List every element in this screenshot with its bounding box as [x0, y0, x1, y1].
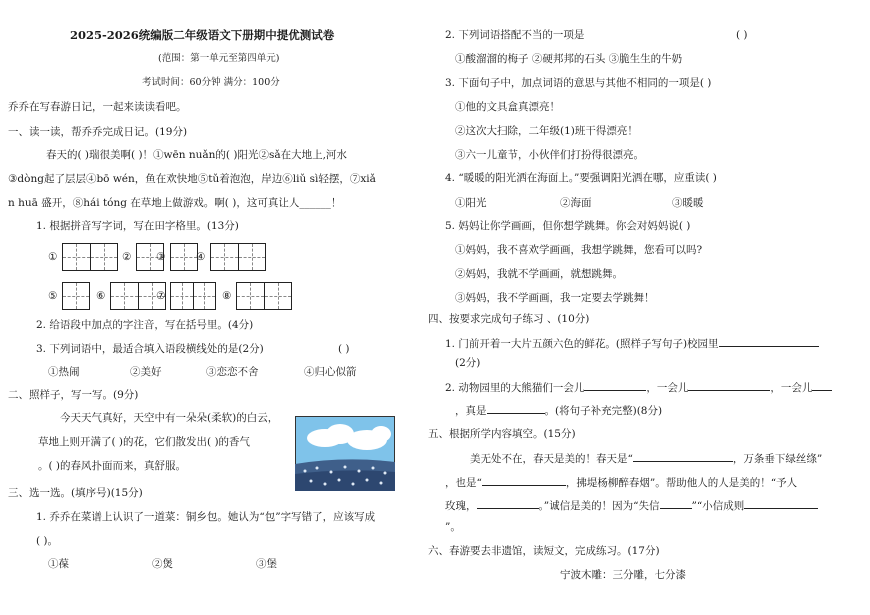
- passage-line-1: 春天的( )瑞很美啊( )！①wēn nuǎn的( )阳光②sǎ在大地上,河水: [46, 149, 347, 161]
- question-4-2-cont: [455, 403, 662, 418]
- passage-line-3: n huā 盛开，⑧hái tóng 在草地上做游戏。啊( )，这可真让人______！: [8, 197, 342, 209]
- question-4-2-text: 。(将句子补充完整)(8分): [544, 405, 663, 417]
- option[interactable]: ①阳光: [455, 197, 487, 209]
- question-3-4: 4. “暖暖的阳光洒在海面上。”要强调阳光洒在哪，应重读( ): [445, 172, 717, 184]
- fill-line-4: ”。: [445, 521, 461, 533]
- question-3-3: 3. 下面句子中，加点词语的意思与其他不相同的一项是( ): [445, 77, 712, 89]
- option[interactable]: ②这次大扫除，二年级(1)班干得漂亮！: [455, 125, 638, 137]
- question-4-2: [445, 380, 832, 395]
- fill-text: ，也是“: [445, 477, 482, 489]
- writing-grid-7[interactable]: [170, 282, 216, 310]
- imitation-line-1: 今天天气真好，天空中有一朵朵(柔软)的白云，: [60, 412, 279, 424]
- writing-grid-8[interactable]: [236, 282, 292, 310]
- imitation-line-2: 草地上则开满了( )的花，它们散发出( )的香气: [38, 436, 251, 448]
- writing-grid-3[interactable]: [170, 243, 198, 271]
- section-3-heading: 三、选一选。(填序号)(15分): [8, 487, 143, 499]
- option[interactable]: ③堡: [256, 558, 277, 570]
- answer-blank[interactable]: [584, 380, 646, 391]
- question-4-2-text: ，真是: [455, 405, 487, 417]
- imitation-line-3: 。( )的春风扑面而来，真舒服。: [38, 460, 187, 472]
- option[interactable]: ③六一儿童节，小伙伴们打扮得很漂亮。: [455, 149, 644, 161]
- question-3-2: 2. 下列词语搭配不当的一项是: [445, 29, 585, 41]
- answer-blank[interactable]: [660, 498, 692, 509]
- fill-line-2: [445, 475, 797, 490]
- question-4-2-text: 2. 动物园里的大熊猫们一会儿: [445, 382, 585, 394]
- option[interactable]: ①葆: [48, 558, 69, 570]
- exam-info: 考试时间：60分钟 满分：100分: [142, 77, 280, 88]
- answer-paren[interactable]: ( ): [338, 343, 350, 355]
- fill-text: ”“小信成则: [691, 500, 745, 512]
- grid-label-7: ⑦: [156, 290, 166, 302]
- spring-field-illustration: [295, 416, 395, 491]
- intro-text: 乔乔在写春游日记，一起来读读看吧。: [8, 101, 187, 113]
- option[interactable]: ②煲: [152, 558, 173, 570]
- question-1-1: 1. 根据拼音写字词，写在田字格里。(13分): [36, 220, 239, 232]
- option[interactable]: ②妈妈，我就不学画画，就想跳舞。: [455, 268, 623, 280]
- section-2-heading: 二、照样子，写一写。(9分): [8, 389, 139, 401]
- fill-line-3: [445, 498, 818, 513]
- option[interactable]: ①他的文具盒真漂亮！: [455, 101, 560, 113]
- option[interactable]: ③恋恋不舍: [206, 366, 259, 378]
- question-4-1-text: 1. 门前开着一大片五颜六色的鲜花。(照样子写句子)校园里: [445, 338, 719, 350]
- grid-label-8: ⑧: [222, 290, 232, 302]
- section-4-heading: 四、按要求完成句子练习 、(10分): [428, 313, 590, 325]
- question-1-2: 2. 给语段中加点的字注音，写在括号里。(4分): [36, 319, 254, 331]
- writing-grid-1[interactable]: [62, 243, 118, 271]
- fill-text: 玫瑰，: [445, 500, 477, 512]
- answer-paren[interactable]: ( ): [736, 29, 748, 41]
- answer-blank[interactable]: [487, 403, 545, 414]
- option[interactable]: ③暖暖: [672, 197, 704, 209]
- section-6-heading: 六、春游要去非遗馆，读短文，完成练习。(17分): [428, 545, 660, 557]
- fill-line-1: [470, 451, 822, 466]
- section-1-heading: 一、读一读，帮乔乔完成日记。(19分): [8, 126, 188, 138]
- answer-blank[interactable]: [633, 451, 733, 462]
- grid-label-5: ⑤: [48, 290, 58, 302]
- question-4-1: [445, 336, 819, 351]
- grid-label-1: ①: [48, 251, 58, 263]
- question-4-2-text: ，一会儿: [770, 382, 813, 394]
- grid-label-3: ③: [156, 251, 166, 263]
- passage-title: 宁波木雕：三分雕，七分漆: [560, 569, 686, 581]
- question-4-1-score: (2分): [455, 357, 481, 369]
- option[interactable]: ②美好: [130, 366, 162, 378]
- answer-blank[interactable]: [482, 475, 566, 486]
- option[interactable]: ①热闹: [48, 366, 80, 378]
- grid-label-6: ⑥: [96, 290, 106, 302]
- grid-label-4: ④: [196, 251, 206, 263]
- section-5-heading: 五、根据所学内容填空。(15分): [428, 428, 576, 440]
- fill-text: ，万条垂下绿丝绦”: [732, 453, 823, 465]
- passage-line-2: ③dòng起了层层④bō wén，鱼在欢快地⑤tǔ着泡泡，岸边⑥liǔ sì轻摆，⑦xiǎ: [8, 173, 376, 185]
- fill-text: ，拂堤杨柳醉春烟”。帮助他人的人是美的！“予人: [565, 477, 798, 489]
- option[interactable]: ③妈妈，我不学画画，我一定要去学跳舞！: [455, 292, 655, 304]
- option[interactable]: ④归心似箭: [304, 366, 357, 378]
- exam-scope: (范围：第一单元至第四单元): [158, 53, 280, 64]
- answer-blank[interactable]: [719, 336, 819, 347]
- fill-text: 美无处不在，春天是美的！春天是“: [470, 453, 633, 465]
- answer-blank[interactable]: [688, 380, 770, 391]
- fill-text: 。”诚信是美的！因为“失信: [538, 500, 660, 512]
- question-1-3: 3. 下列词语中，最适合填入语段横线处的是(2分): [36, 343, 264, 355]
- writing-grid-5[interactable]: [62, 282, 90, 310]
- question-4-2-text: ，一会儿: [646, 382, 689, 394]
- option[interactable]: ①妈妈，我不喜欢学画画，我想学跳舞，您看可以吗?: [455, 244, 703, 256]
- question-3-1: 1. 乔乔在菜谱上认识了一道菜：铜乡包。她认为“包”字写错了，应该写成: [36, 511, 376, 523]
- answer-blank[interactable]: [744, 498, 818, 509]
- question-3-5: 5. 妈妈让你学画画，但你想学跳舞。你会对妈妈说( ): [445, 220, 691, 232]
- answer-blank[interactable]: [812, 380, 832, 391]
- exam-title: 2025-2026统编版二年级语文下册期中提优测试卷: [70, 28, 335, 42]
- grid-label-2: ②: [122, 251, 132, 263]
- answer-blank[interactable]: [477, 498, 539, 509]
- option[interactable]: ②海面: [560, 197, 592, 209]
- writing-grid-4[interactable]: [210, 243, 266, 271]
- question-3-2-options[interactable]: ①酸溜溜的梅子 ②硬邦邦的石头 ③脆生生的牛奶: [455, 53, 683, 65]
- question-3-1-paren[interactable]: ( )。: [36, 535, 59, 547]
